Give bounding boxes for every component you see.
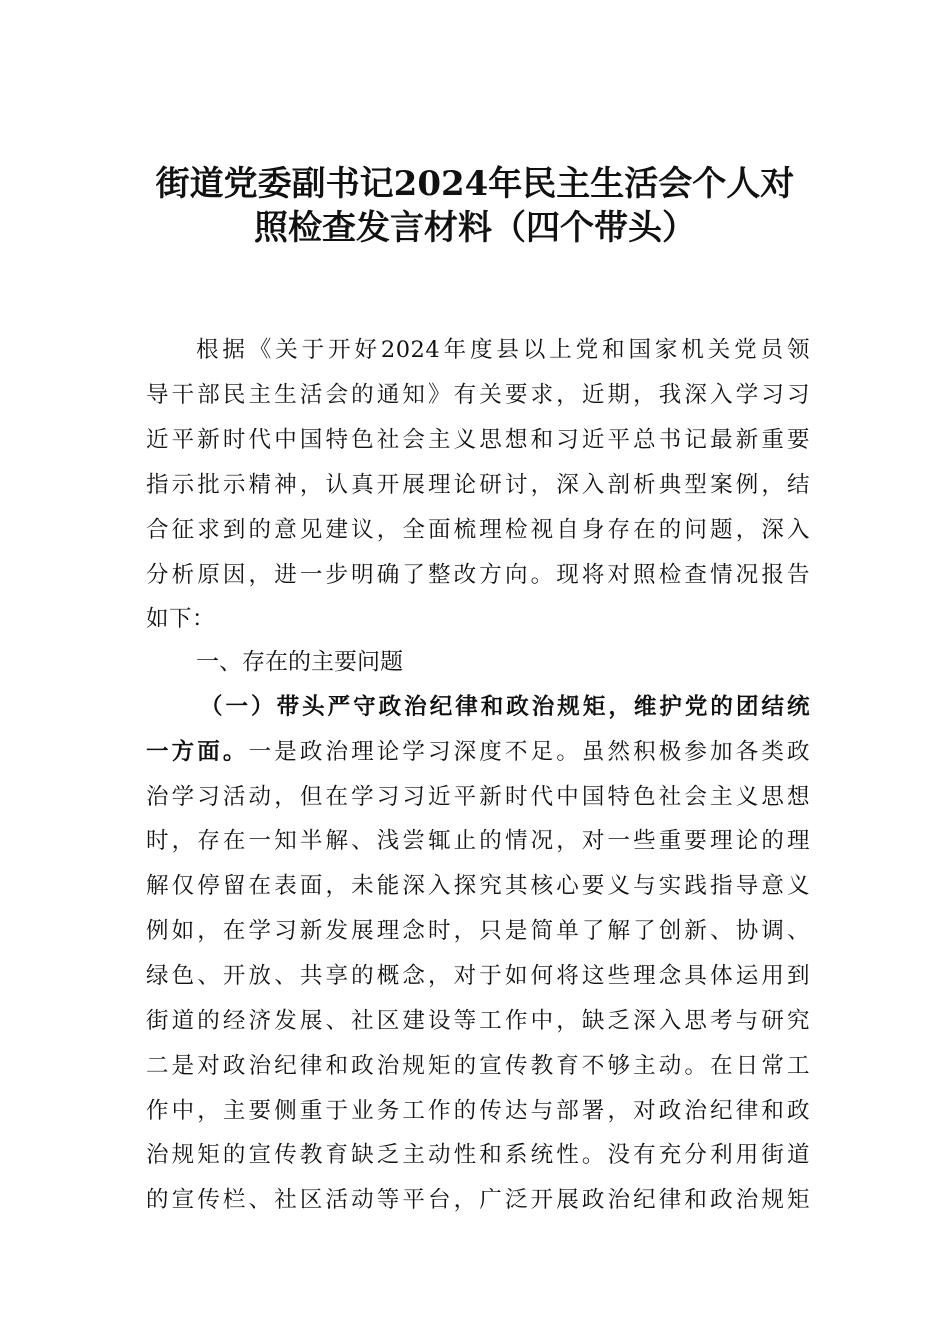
intro-paragraph-line: 导干部民主生活会的通知》有关要求，近期，我深入学习习 [146, 382, 810, 408]
body-line: 作中，主要侧重于业务工作的传达与部署，对政治纪律和政 [146, 1098, 810, 1124]
document-title-line-1: 街道党委副书记2024年民主生活会个人对 [155, 164, 795, 204]
body-line: 治学习活动，但在学习习近平新时代中国特色社会主义思想 [146, 784, 810, 810]
section-heading: 一、存在的主要问题 [196, 649, 403, 675]
document-title-line-2: 照检查发言材料（四个带头） [254, 208, 696, 248]
body-line: 解仅停留在表面，未能深入探究其核心要义与实践指导意义 [146, 873, 810, 899]
intro-paragraph-line: 如下： [146, 606, 216, 632]
intro-paragraph-line: 根据《关于开好2024年度县以上党和国家机关党员领 [196, 337, 810, 363]
intro-paragraph-line: 合征求到的意见建议，全面梳理检视自身存在的问题，深入 [146, 517, 810, 543]
subsection-heading: （一）带头严守政治纪律和政治规矩，维护党的团结统 [200, 694, 810, 720]
body-line: 例如，在学习新发展理念时，只是简单了解了创新、协调、 [146, 918, 810, 944]
body-line: 治规矩的宣传教育缺乏主动性和系统性。没有充分利用街道 [146, 1142, 810, 1168]
body-line: 绿色、开放、共享的概念，对于如何将这些理念具体运用到 [146, 963, 810, 989]
body-line: 的宣传栏、社区活动等平台，广泛开展政治纪律和政治规矩 [146, 1187, 810, 1213]
body-line: 时，存在一知半解、浅尝辄止的情况，对一些重要理论的理 [146, 828, 810, 854]
intro-paragraph-line: 近平新时代中国特色社会主义思想和习近平总书记最新重要 [146, 427, 810, 453]
intro-paragraph-line: 分析原因，进一步明确了整改方向。现将对照检查情况报告 [146, 562, 810, 588]
subsection-heading-continued: 一方面。 [146, 739, 249, 765]
subsection-first-line [146, 737, 810, 767]
intro-paragraph-line: 指示批示精神，认真开展理论研讨，深入剖析典型案例，结 [146, 472, 810, 498]
body-line: 二是对政治纪律和政治规矩的宣传教育不够主动。在日常工 [146, 1053, 810, 1079]
subsection-body-start: 一是政治理论学习深度不足。虽然积极参加各类政 [248, 739, 810, 765]
body-line: 街道的经济发展、社区建设等工作中，缺乏深入思考与研究 [146, 1008, 810, 1034]
